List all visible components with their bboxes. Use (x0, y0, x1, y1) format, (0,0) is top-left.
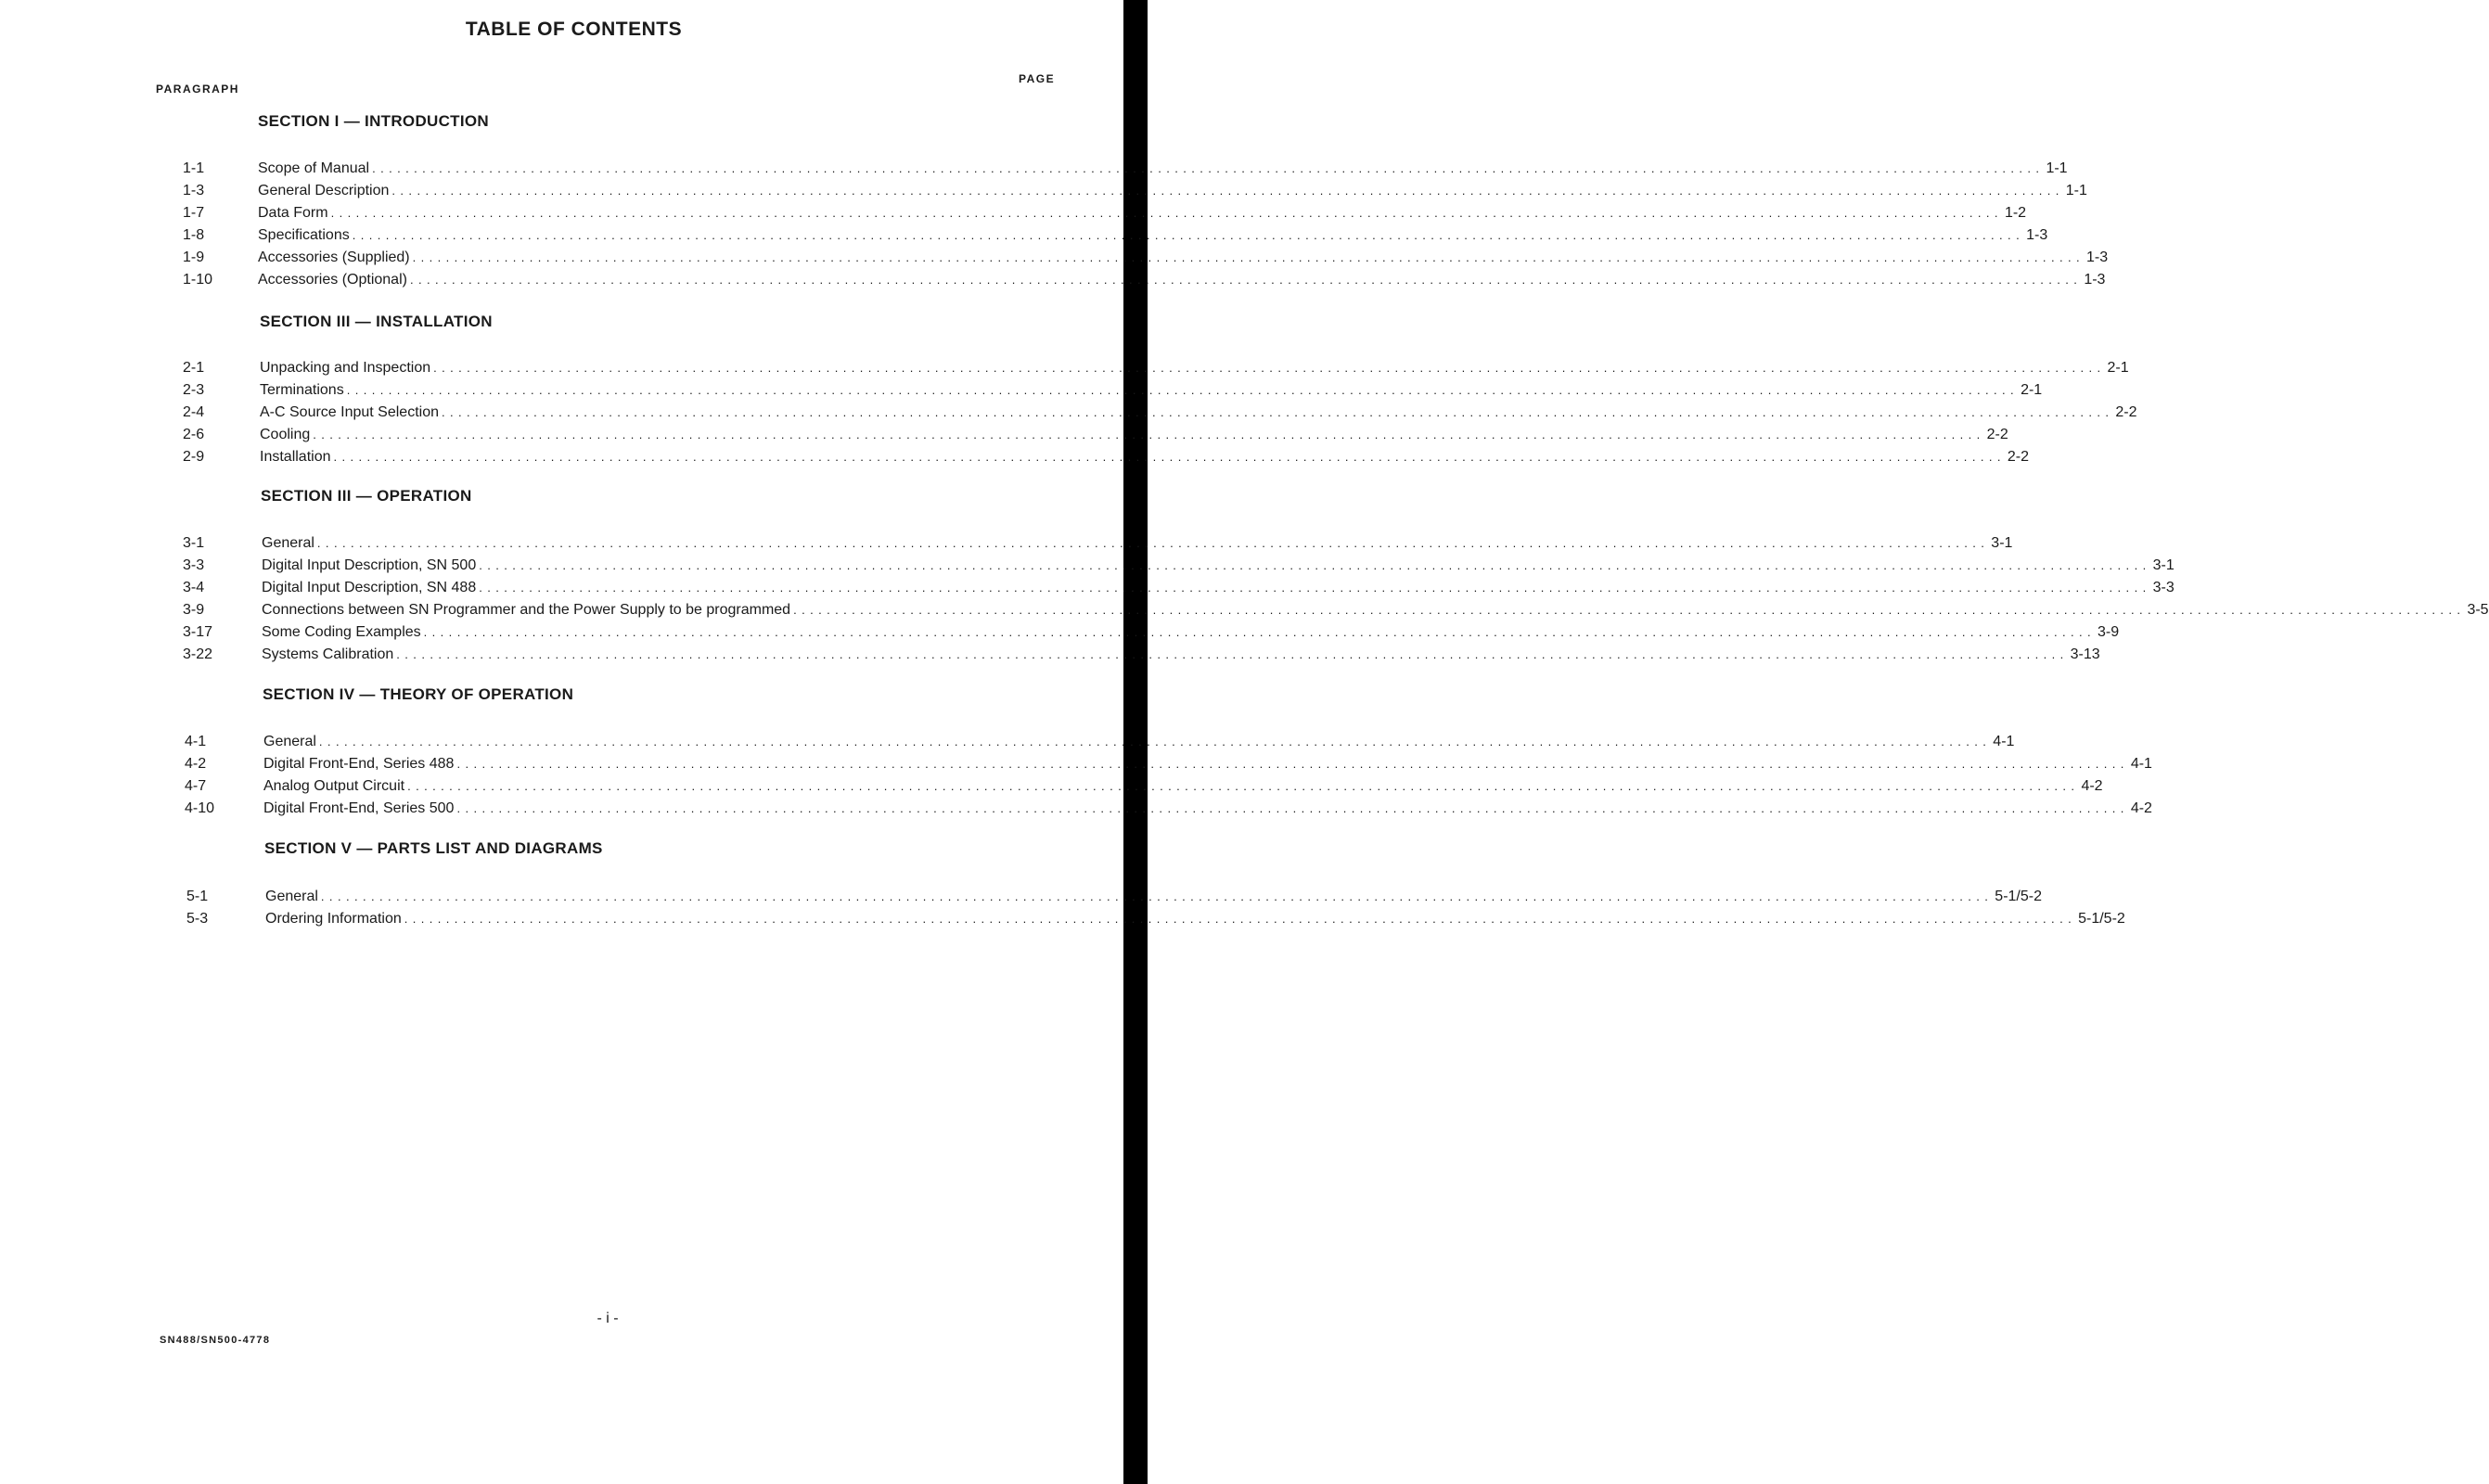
toc-entry[interactable] (183, 249, 2109, 272)
dot-leader: ........................................................................................................................................................................................................ (320, 889, 1994, 903)
paragraph-number: 3-22 (183, 646, 213, 662)
dot-leader: ........................................................................................................................................................................................................ (456, 801, 2129, 815)
paragraph-number: 2-1 (183, 360, 205, 376)
dot-leader: ........................................................................................................................................................................................................ (423, 625, 2097, 639)
entry-page: 2-2 (1986, 427, 2008, 442)
toc-entry[interactable] (186, 889, 2042, 911)
paragraph-number: 2-3 (183, 382, 205, 398)
dot-leader: ........................................................................................................................................................................................................ (372, 161, 2045, 175)
entry-page: 3-5 (2467, 602, 2489, 618)
entry-page: 1-1 (2065, 183, 2087, 198)
entry-title: Digital Input Description, SN 488 (262, 580, 477, 595)
dot-leader: ........................................................................................................................................................................................................ (456, 757, 2129, 771)
page-title: TABLE OF CONTENTS (465, 19, 683, 40)
entry-title: A-C Source Input Selection (260, 404, 439, 420)
entry-title: Some Coding Examples (262, 624, 421, 640)
toc-entry[interactable] (183, 205, 2027, 227)
dot-leader: ........................................................................................................................................................................................................ (396, 647, 2069, 661)
section-heading: SECTION I — INTRODUCTION (258, 112, 489, 130)
dot-leader: ........................................................................................................................................................................................................ (407, 779, 2080, 793)
paragraph-number: 4-10 (185, 800, 215, 816)
dot-leader: ........................................................................................................................................................................................................ (479, 581, 2151, 595)
entry-title: Digital Front-End, Series 500 (263, 800, 455, 816)
paragraph-number: 4-1 (185, 734, 207, 749)
entry-title: Terminations (260, 382, 344, 398)
toc-entry[interactable] (183, 580, 2175, 602)
toc-entry[interactable] (183, 272, 2106, 294)
footer-page-number: - i - (597, 1311, 619, 1326)
dot-leader: ........................................................................................................................................................................................................ (391, 184, 2064, 198)
dot-leader: ........................................................................................................................................................................................................ (333, 450, 2006, 464)
toc-entry[interactable] (183, 535, 2013, 557)
entry-title: Data Form (258, 205, 328, 221)
dot-leader: ........................................................................................................................................................................................................ (479, 558, 2151, 572)
paragraph-column-header: PARAGRAPH (156, 83, 239, 96)
entry-title: General Description (258, 183, 390, 198)
entry-title: General (262, 535, 314, 551)
dot-leader: ........................................................................................................................................................................................................ (330, 206, 2003, 220)
toc-entry[interactable] (185, 734, 2015, 756)
paragraph-number: 3-3 (183, 557, 205, 573)
page-column-header: PAGE (1019, 72, 1056, 85)
paragraph-number: 2-9 (183, 449, 205, 465)
paragraph-number: 3-4 (183, 580, 205, 595)
entry-page: 2-2 (2007, 449, 2029, 465)
paragraph-number: 2-6 (183, 427, 205, 442)
entry-page: 1-3 (2086, 249, 2109, 265)
entry-title: Cooling (260, 427, 311, 442)
dot-leader: ........................................................................................................................................................................................................ (433, 361, 2106, 375)
entry-page: 2-1 (2021, 382, 2043, 398)
dot-leader: ........................................................................................................................................................................................................ (316, 536, 1990, 550)
section-heading: SECTION V — PARTS LIST AND DIAGRAMS (264, 839, 603, 857)
paragraph-number: 1-1 (183, 160, 205, 176)
entry-title: Digital Input Description, SN 500 (262, 557, 477, 573)
entry-page: 3-1 (1991, 535, 2013, 551)
toc-entry[interactable] (183, 160, 2068, 183)
entry-page: 4-2 (2130, 800, 2152, 816)
paragraph-number: 5-1 (186, 889, 209, 904)
entry-title: Systems Calibration (262, 646, 394, 662)
entry-page: 1-2 (2004, 205, 2027, 221)
entry-page: 3-9 (2098, 624, 2120, 640)
toc-entry[interactable] (186, 911, 2125, 933)
toc-entry[interactable] (183, 646, 2100, 669)
entry-title: General (263, 734, 316, 749)
paragraph-number: 3-17 (183, 624, 213, 640)
toc-entry[interactable] (183, 227, 2048, 249)
entry-page: 3-1 (2152, 557, 2175, 573)
entry-page: 3-13 (2070, 646, 2100, 662)
entry-title: Ordering Information (265, 911, 402, 927)
entry-title: Accessories (Optional) (258, 272, 407, 288)
paragraph-number: 2-4 (183, 404, 205, 420)
dot-leader: ........................................................................................................................................................................................................ (318, 735, 1992, 748)
section-heading: SECTION IV — THEORY OF OPERATION (263, 685, 574, 703)
section-heading: SECTION III — INSTALLATION (260, 313, 493, 330)
entry-page: 1-3 (2026, 227, 2048, 243)
toc-entry[interactable] (183, 624, 2120, 646)
entry-page: 4-1 (2130, 756, 2152, 772)
paragraph-number: 1-10 (183, 272, 213, 288)
toc-entry[interactable] (185, 778, 2103, 800)
paragraph-number: 4-7 (185, 778, 207, 794)
paragraph-number: 1-3 (183, 183, 205, 198)
paragraph-number: 1-8 (183, 227, 205, 243)
toc-entry[interactable] (183, 449, 2029, 471)
toc-entry[interactable] (183, 404, 2137, 427)
toc-entry[interactable] (185, 756, 2152, 778)
footer-document-code: SN488/SN500-4778 (160, 1335, 271, 1346)
entry-title: Installation (260, 449, 331, 465)
dot-leader: ........................................................................................................................................................................................................ (404, 912, 2077, 926)
entry-page: 4-1 (1993, 734, 2015, 749)
toc-entry[interactable] (183, 602, 2489, 624)
dot-leader: ........................................................................................................................................................................................................ (346, 383, 2020, 397)
entry-page: 5-1/5-2 (1995, 889, 2042, 904)
paragraph-number: 4-2 (185, 756, 207, 772)
dot-leader: ........................................................................................................................................................................................................ (412, 250, 2085, 264)
paragraph-number: 3-9 (183, 602, 205, 618)
toc-entry[interactable] (183, 557, 2175, 580)
paragraph-number: 1-9 (183, 249, 205, 265)
dot-leader: ........................................................................................................................................................................................................ (352, 228, 2025, 242)
entry-page: 1-3 (2084, 272, 2106, 288)
paragraph-number: 1-7 (183, 205, 205, 221)
entry-page: 1-1 (2046, 160, 2068, 176)
paragraph-number: 5-3 (186, 911, 209, 927)
entry-page: 2-2 (2115, 404, 2137, 420)
entry-title: Scope of Manual (258, 160, 370, 176)
entry-title: Connections between SN Programmer and the Power Supply to be programmed (262, 602, 791, 618)
entry-page: 4-2 (2081, 778, 2103, 794)
entry-page: 3-3 (2152, 580, 2175, 595)
entry-page: 2-1 (2107, 360, 2129, 376)
toc-entry[interactable] (183, 360, 2129, 382)
toc-entry[interactable] (183, 382, 2043, 404)
entry-title: Digital Front-End, Series 488 (263, 756, 455, 772)
dot-leader: ........................................................................................................................................................................................................ (409, 273, 2083, 287)
entry-page: 5-1/5-2 (2078, 911, 2125, 927)
dot-leader: ........................................................................................................................................................................................................ (313, 428, 1985, 441)
section-heading: SECTION III — OPERATION (261, 487, 472, 505)
dot-leader: ........................................................................................................................................................................................................ (442, 405, 2114, 419)
entry-title: Accessories (Supplied) (258, 249, 410, 265)
toc-entry[interactable] (183, 183, 2087, 205)
entry-title: Analog Output Circuit (263, 778, 405, 794)
entry-title: General (265, 889, 318, 904)
entry-title: Unpacking and Inspection (260, 360, 431, 376)
paragraph-number: 3-1 (183, 535, 205, 551)
toc-entry[interactable] (183, 427, 2008, 449)
dot-leader: ........................................................................................................................................................................................................ (793, 603, 2466, 617)
entry-title: Specifications (258, 227, 350, 243)
toc-entry[interactable] (185, 800, 2152, 823)
